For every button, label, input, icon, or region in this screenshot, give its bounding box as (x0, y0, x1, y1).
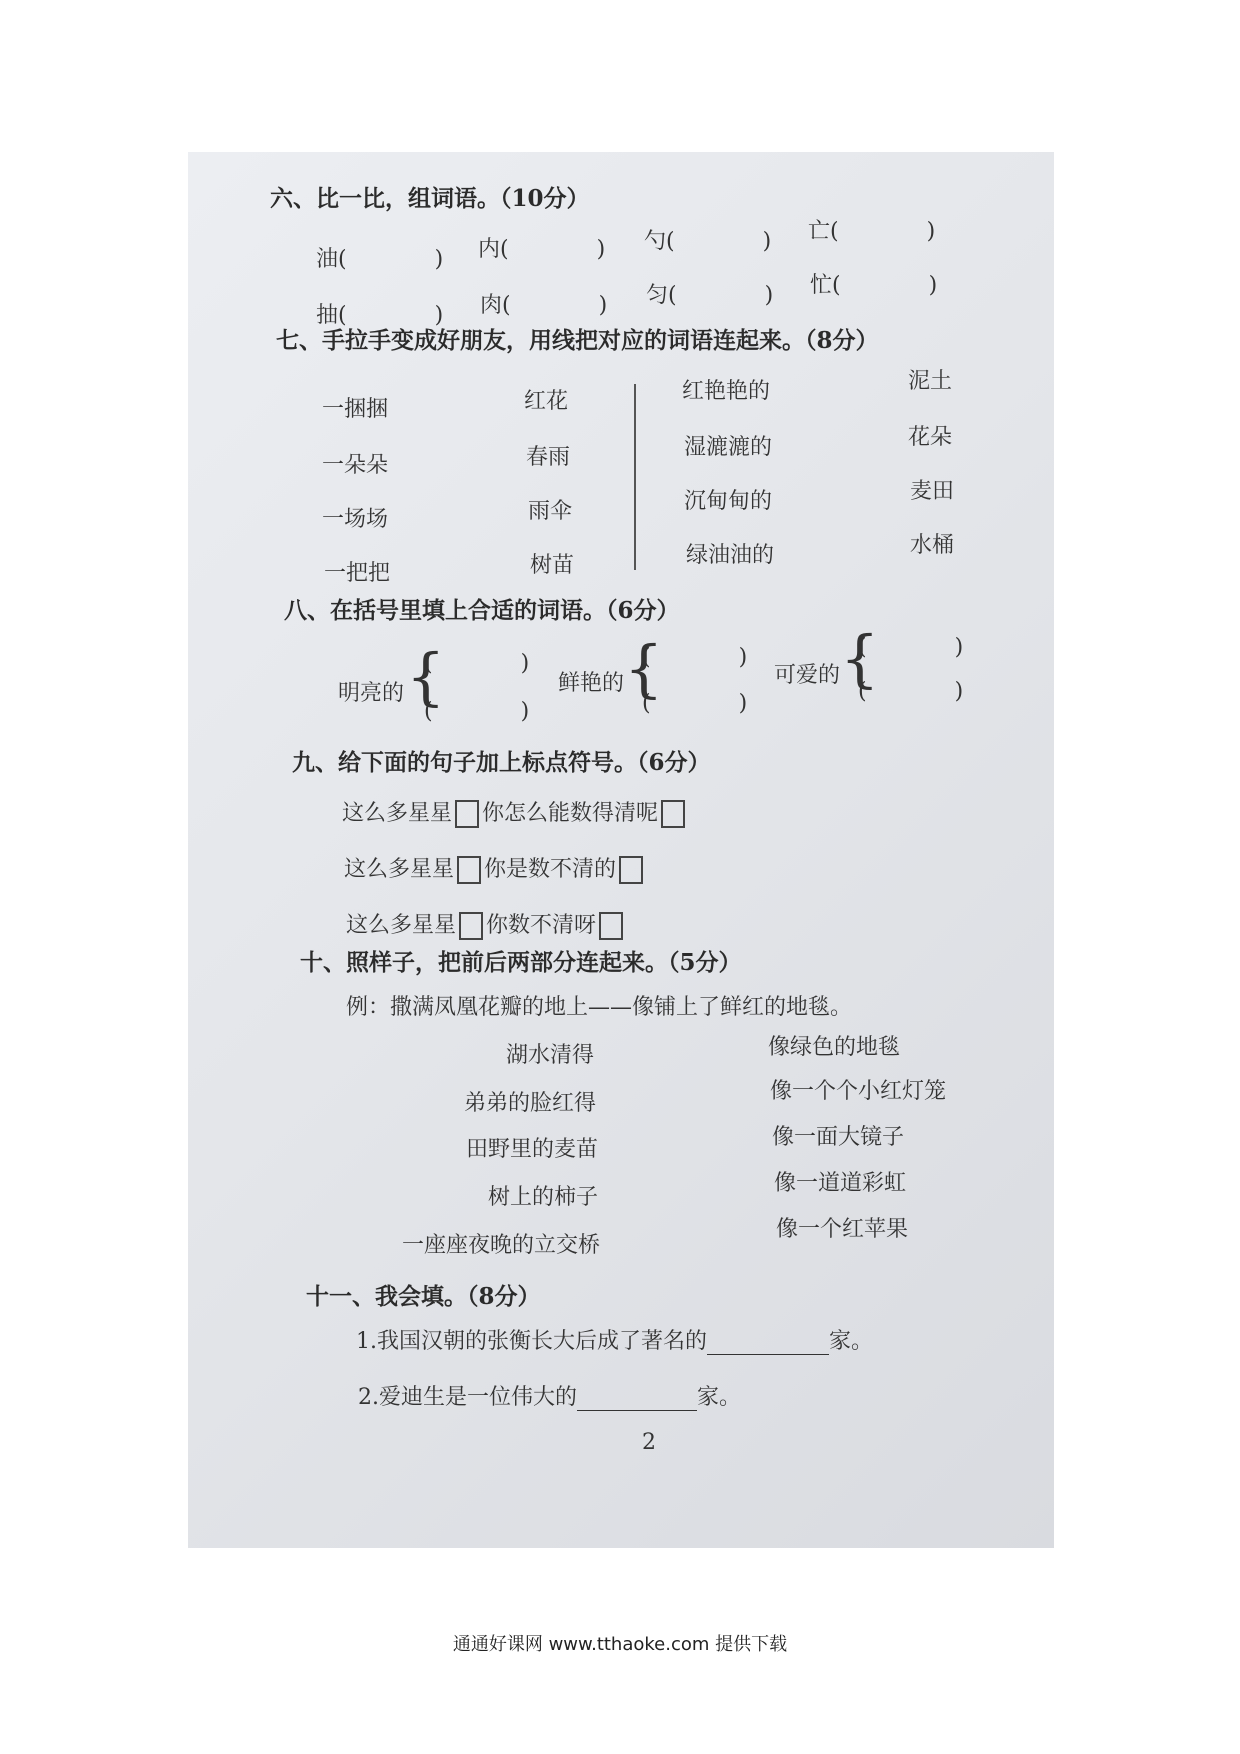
s6-item: 忙( ) (810, 273, 938, 298)
s11-question-2 (358, 1380, 741, 1411)
s7-col3-item: 沉甸甸的 (684, 489, 773, 514)
s7-col3-item: 绿油油的 (686, 543, 775, 568)
punctuation-box (457, 856, 481, 884)
s10-right-item: 像一个红苹果 (776, 1217, 909, 1242)
s8-paren: ( ) (642, 645, 748, 670)
fill-blank (707, 1332, 829, 1355)
punctuation-box (661, 800, 685, 828)
s11-question-1 (356, 1324, 873, 1355)
section-11-title: 十一、我会填。（8分） (306, 1283, 541, 1310)
s9-sentence (346, 908, 626, 940)
s7-col2-item: 春雨 (526, 445, 571, 470)
s6-item: 勺( ) (644, 229, 772, 254)
s10-left-item: 树上的柿子 (488, 1185, 599, 1210)
punctuation-box (459, 912, 483, 940)
s11-q1-text: 1.我国汉朝的张衡长大后成了著名的 (356, 1329, 707, 1354)
s9-part: 这么多星星 (342, 801, 453, 826)
s6-item: 匀( ) (646, 283, 774, 308)
s6-item: 亡( ) (808, 219, 936, 244)
s7-col4-item: 水桶 (910, 533, 955, 558)
s8-paren: ( ) (642, 691, 748, 716)
section-9-title: 九、给下面的句子加上标点符号。（6分） (292, 749, 711, 776)
s7-col1-item: 一把把 (324, 561, 391, 586)
s8-brace: { (406, 640, 446, 713)
s6-item: 内( ) (478, 237, 606, 262)
s9-sentence (342, 796, 688, 828)
s11-q2-suffix: 家。 (697, 1385, 742, 1410)
s8-brace: { (624, 632, 664, 705)
s7-col2-item: 雨伞 (528, 499, 573, 524)
page-number: 2 (642, 1430, 656, 1455)
s7-divider (634, 384, 636, 570)
s9-part: 你是数不清的 (484, 857, 617, 882)
punctuation-box (455, 800, 479, 828)
fill-blank (577, 1388, 697, 1411)
s7-col1-item: 一朵朵 (322, 453, 389, 478)
s8-paren: ( ) (424, 699, 530, 724)
s10-left-item: 弟弟的脸红得 (464, 1091, 597, 1116)
s10-left-item: 田野里的麦苗 (466, 1137, 599, 1162)
s11-q2-text: 2.爱迪生是一位伟大的 (358, 1385, 577, 1410)
s9-part: 这么多星星 (344, 857, 455, 882)
s7-col4-item: 麦田 (910, 479, 955, 504)
punctuation-box (599, 912, 623, 940)
footer-credit: 通通好课网 www.tthaoke.com 提供下载 (452, 1634, 788, 1655)
s9-part: 这么多星星 (346, 913, 457, 938)
s10-right-item: 像一面大镜子 (772, 1125, 905, 1150)
s10-left-item: 湖水清得 (506, 1043, 595, 1068)
s8-word: 鲜艳的 (558, 671, 625, 696)
s10-right-item: 像绿色的地毯 (768, 1035, 901, 1060)
s7-col2-item: 树苗 (530, 553, 575, 578)
s7-col1-item: 一捆捆 (322, 397, 389, 422)
s6-item: 抽( ) (316, 303, 444, 328)
s11-q1-suffix: 家。 (829, 1329, 874, 1354)
s8-paren: ( ) (858, 679, 964, 704)
s9-sentence (344, 852, 646, 884)
s7-col4-item: 花朵 (908, 425, 953, 450)
s10-right-item: 像一道道彩虹 (774, 1171, 907, 1196)
section-6-title: 六、比一比，组词语。（10分） (270, 185, 590, 212)
section-8-title: 八、在括号里填上合适的词语。（6分） (284, 597, 680, 624)
s7-col2-item: 红花 (524, 389, 569, 414)
s9-part: 你怎么能数得清呢 (482, 801, 659, 826)
s8-word: 可爱的 (774, 663, 841, 688)
s8-paren: ( ) (858, 635, 964, 660)
section-10-title: 十、照样子，把前后两部分连起来。（5分） (300, 949, 742, 976)
s8-paren: ( ) (424, 651, 530, 676)
exam-page (188, 152, 1054, 1548)
s6-item: 油( ) (316, 247, 444, 272)
s7-col3-item: 湿漉漉的 (684, 435, 773, 460)
exam-photo (188, 152, 1054, 1548)
s7-col3-item: 红艳艳的 (682, 379, 771, 404)
s8-brace: { (840, 622, 880, 695)
s10-left-item: 一座座夜晚的立交桥 (402, 1233, 601, 1258)
s7-col4-item: 泥土 (908, 369, 953, 394)
s7-col1-item: 一场场 (322, 507, 389, 532)
s8-word: 明亮的 (338, 681, 405, 706)
punctuation-box (619, 856, 643, 884)
s6-item: 肉( ) (480, 293, 608, 318)
s10-example: 例：撒满凤凰花瓣的地上——像铺上了鲜红的地毯。 (346, 995, 853, 1020)
s10-right-item: 像一个个小红灯笼 (770, 1079, 947, 1104)
s9-part: 你数不清呀 (486, 913, 597, 938)
section-7-title: 七、手拉手变成好朋友，用线把对应的词语连起来。（8分） (276, 327, 879, 354)
